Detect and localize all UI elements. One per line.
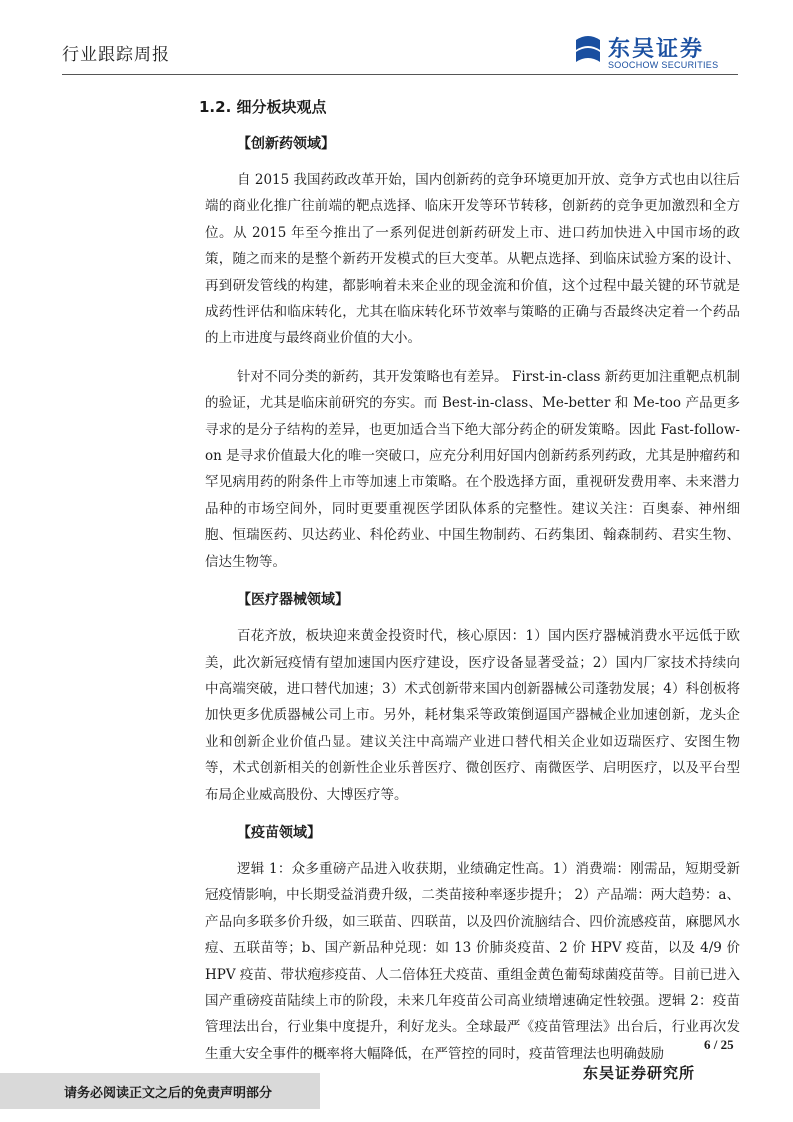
header-divider (62, 74, 738, 75)
disclaimer-text: 请务必阅读正文之后的免责声明部分 (64, 1086, 273, 1101)
brand-name-en: SOOCHOW SECURITIES (608, 60, 719, 70)
report-body (199, 96, 740, 1079)
brand-name-cn: 东吴证券 (608, 37, 705, 62)
block-heading: 【疫苗领域】 (237, 824, 321, 841)
page-number: 6 / 25 (704, 1037, 734, 1052)
institute-name: 东吴证券研究所 (583, 1064, 696, 1082)
disclaimer-bar (0, 1073, 320, 1109)
brand-logo (572, 32, 742, 72)
block-vaccines (205, 822, 740, 1067)
paragraph: 针对不同分类的新药，其开发策略也有差异。 First-in-class 新药更加注重靶点机制的验证，尤其是临床前研究的夯实。而 Best-in-class、Me-better 和 Me-too 产品更多寻求的是分子结构的差异，也更加适合当下绝大部分药企的研发策略。因此 Fast-follow-on 是寻求价值最大化的唯一突破口，应充分利用好国内创新药系列药政，尤其是肿瘤药和罕见病用药的附条件上市等加速上市策略。在个股选择方面，重视研发费用率、未来潜力品种的市场空间外，同时更要重视医学团队体系的完整性。建议关注：百奥泰、神州细胞、恒瑞医药、贝达药业、科伦药业、中国生物制药、石药集团、翰森制药、君实生物、信达生物等。 (205, 368, 740, 570)
block-innovative-drugs (205, 133, 740, 575)
block-heading: 【医疗器械领域】 (237, 592, 349, 609)
paragraph: 逻辑 1：众多重磅产品进入收获期，业绩确定性高。1）消费端：刚需品，短期受新冠疫情影响，中长期受益消费升级，二类苗接种率逐步提升； 2）产品端：两大趋势：a、产品向多联多价升级，如三联苗、四联苗，以及四价流脑结合、四价流感疫苗，麻腮风水痘、五联苗等；b、国产新品种兑现：如 13 价肺炎疫苗、2 价 HPV 疫苗，以及 4/9 价 HPV 疫苗、带状疱疹疫苗、人二倍体狂犬疫苗、重组金黄色葡萄球菌疫苗等。目前已进入国产重磅疫苗陆续上市的阶段，未来几年疫苗公司高业绩增速确定性较强。逻辑 2：疫苗管理法出台，行业集中度提升，利好龙头。全球最严《疫苗管理法》出台后，行业再次发生重大安全事件的概率将大幅降低，在严管控的同时，疫苗管理法也明确鼓励 (205, 860, 740, 1062)
soochow-logo-icon (572, 34, 604, 68)
block-medical-devices (205, 589, 740, 808)
report-type-label: 行业跟踪周报 (62, 45, 170, 65)
paragraph: 百花齐放，板块迎来黄金投资时代，核心原因：1）国内医疗器械消费水平远低于欧美，此次新冠疫情有望加速国内医疗建设，医疗设备显著受益；2）国内厂家技术持续向中高端突破，进口替代加速；3）术式创新带来国内创新器械公司蓬勃发展；4）科创板将加快更多优质器械公司上市。另外，耗材集采等政策倒逼国产器械企业加速创新，龙头企业和创新企业价值凸显。建议关注中高端产业进口替代相关企业如迈瑞医疗、安图生物等，术式创新相关的创新性企业乐普医疗、微创医疗、南微医学、启明医疗，以及平台型布局企业威高股份、大博医疗等。 (205, 628, 740, 803)
block-heading: 【创新药领域】 (237, 136, 335, 152)
paragraph: 自 2015 我国药政改革开始，国内创新药的竞争环境更加开放、竞争方式也由以往后端的商业化推广往前端的靶点选择、临床开发等环节转移，创新药的竞争更加激烈和全方位。从 2015 年至今推出了一系列促进创新药研发上市、进口药加快进入中国市场的政策，随之而来的是整个新药开发模式的巨大变革。从靶点选择、到临床试验方案的设计、再到研发管线的构建，都影响着未来企业的现金流和价值，这个过程中最关键的环节就是成药性评估和临床转化，尤其在临床转化环节效率与策略的正确与否最终决定着一个药品的上市进度与最终商业价值的大小。 (205, 172, 740, 347)
section-title: 1.2. 细分板块观点 (199, 98, 327, 116)
